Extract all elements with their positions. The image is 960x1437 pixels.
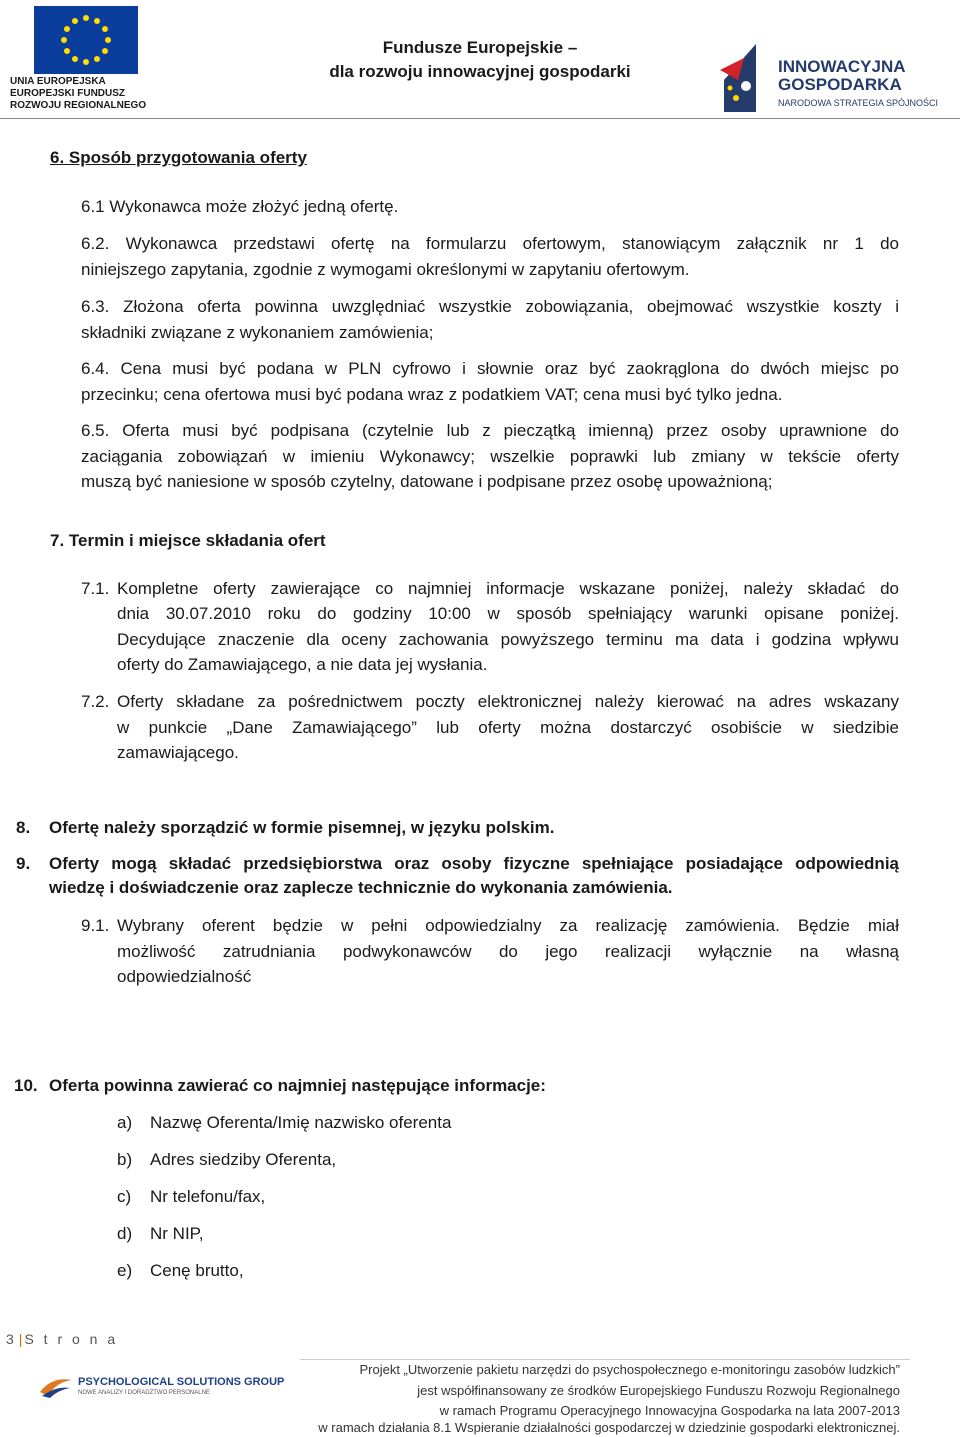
list-item: Nazwę Oferenta/Imię nazwisko oferenta	[150, 1113, 452, 1132]
section-6-4-line2: przecinku; cena ofertowa musi być podana wraz z podatkiem VAT; cena musi być tylko jedna.	[81, 385, 783, 404]
section-9-line1: Oferty mogą składać przedsiębiorstwa oraz osoby fizyczne spełniające posiadające odpowiednią	[49, 854, 899, 873]
eu-logo-line: UNIA EUROPEJSKA	[10, 76, 106, 87]
section-9-1-number: 9.1.	[81, 916, 110, 935]
footer-line: w ramach Programu Operacyjnego Innowacyjna Gospodarka na lata 2007-2013	[439, 1403, 900, 1418]
section-6-2-line2: niniejszego zapytania, zgodnie z wymogami określonymi w zapytaniu ofertowym.	[81, 260, 690, 279]
header-title	[300, 36, 660, 84]
footer-line: w ramach działania 8.1 Wspieranie działalności gospodarczej w dziedzinie gospodarki elektronicznej.	[318, 1420, 900, 1435]
ig-logo-subtitle: NARODOWA STRATEGIA SPÓJNOŚCI	[778, 98, 939, 108]
list-item-letter: d)	[117, 1224, 133, 1243]
section-7-2-line3: zamawiającego.	[117, 743, 239, 762]
ig-logo-line1: INNOWACYJNA	[778, 57, 906, 76]
section-7-1-line1: Kompletne oferty zawierające co najmniej informacje wskazane poniżej, należy składać do	[117, 579, 899, 598]
section-6-5-line3: muszą być naniesione w sposób czytelny, datowane i podpisane przez osobę upoważnioną;	[81, 472, 773, 491]
psychological-solutions-group-logo	[38, 1372, 285, 1402]
header-title-line2: dla rozwoju innowacyjnej gospodarki	[329, 62, 631, 81]
psg-mark-icon	[38, 1374, 74, 1400]
header-title-line1: Fundusze Europejskie –	[382, 38, 578, 57]
section-9-1-line3: odpowiedzialność	[117, 967, 252, 986]
footer-line: jest współfinansowany ze środków Europejskiego Funduszu Rozwoju Regionalnego	[417, 1383, 900, 1398]
section-9-line2: wiedzę i doświadczenie oraz zaplecze technicznie do wykonania zamówienia.	[49, 878, 673, 897]
section-7-2-line2: w punkcie „Dane Zamawiającego” lub oferty można dostarczyć osobiście w siedzibie	[117, 718, 899, 737]
list-item: Cenę brutto,	[150, 1261, 244, 1280]
section-7-1-line3: Decydujące znaczenie dla oceny zachowania powyższego terminu ma data i godzina wpływu	[117, 630, 899, 649]
section-6-3-line1: 6.3. Złożona oferta powinna uwzględniać wszystkie zobowiązania, obejmować wszystkie koszty i	[81, 297, 899, 316]
eu-logo-line: ROZWOJU REGIONALNEGO	[10, 100, 147, 111]
section-6-heading: 6. Sposób przygotowania oferty	[50, 148, 307, 167]
eu-logo-line: EUROPEJSKI FUNDUSZ	[10, 88, 126, 99]
ig-logo-text	[778, 58, 906, 94]
header-divider	[0, 118, 960, 119]
psg-logo-name: PSYCHOLOGICAL SOLUTIONS GROUP	[78, 1376, 285, 1388]
eu-logo	[4, 2, 152, 116]
section-7-heading: 7. Termin i miejsce składania ofert	[50, 531, 326, 550]
list-item: Nr telefonu/fax,	[150, 1187, 266, 1206]
list-item: Nr NIP,	[150, 1224, 204, 1243]
eu-logo-text	[10, 76, 156, 112]
list-item-letter: b)	[117, 1150, 133, 1169]
ig-logo-line2: GOSPODARKA	[778, 75, 902, 94]
section-6-2-line1: 6.2. Wykonawca przedstawi ofertę na formularzu ofertowym, stanowiącym załącznik nr 1 do	[81, 234, 899, 253]
section-6-3-line2: składniki związane z wykonaniem zamówienia;	[81, 323, 434, 342]
section-8-number: 8.	[16, 818, 31, 837]
section-9-number: 9.	[16, 854, 31, 873]
section-7-1-line4: oferty do Zamawiającego, a nie data jej wysłania.	[117, 655, 488, 674]
section-6-1: 6.1 Wykonawca może złożyć jedną ofertę.	[81, 197, 399, 216]
ig-mark-icon	[716, 40, 776, 116]
list-item-letter: c)	[117, 1187, 132, 1206]
section-6-4-line1: 6.4. Cena musi być podana w PLN cyfrowo i słownie oraz być zaokrąglona do dwóch miejsc po	[81, 359, 899, 378]
page-header	[0, 0, 960, 120]
section-9-1-line1: Wybrany oferent będzie w pełni odpowiedzialny za realizację zamówienia. Będzie miał	[117, 916, 899, 935]
list-item-letter: e)	[117, 1261, 133, 1280]
section-6-5-line2: zaciągania zobowiązań w imieniu Wykonawcy; wszelkie poprawki lub zmiany w tekście oferty	[81, 447, 899, 466]
page-number-value: 3	[6, 1331, 17, 1347]
page-number	[6, 1331, 118, 1347]
section-7-2-number: 7.2.	[81, 692, 110, 711]
section-8-text: Ofertę należy sporządzić w formie pisemnej, w języku polskim.	[49, 818, 555, 837]
innowacyjna-gospodarka-logo	[716, 40, 946, 116]
list-item-letter: a)	[117, 1113, 133, 1132]
section-7-2-line1: Oferty składane za pośrednictwem poczty elektronicznej należy kierować na adres wskazany	[117, 692, 899, 711]
psg-logo-tagline: NOWE ANALIZY I DORADZTWO PERSONALNE	[78, 1390, 210, 1396]
eu-flag-icon	[34, 6, 138, 74]
section-10-heading: Oferta powinna zawierać co najmniej następujące informacje:	[49, 1076, 546, 1095]
page-number-separator: |	[18, 1331, 23, 1347]
page-number-label: S t r o n a	[24, 1331, 119, 1347]
section-7-1-number: 7.1.	[81, 579, 110, 598]
footer-line: Projekt „Utworzenie pakietu narzędzi do psychospołecznego e-monitoringu zasobów ludzkich”	[359, 1362, 900, 1377]
footer-divider	[300, 1359, 910, 1360]
section-6-5-line1: 6.5. Oferta musi być podpisana (czytelnie lub z pieczątką imienną) przez osoby uprawnione do	[81, 421, 899, 440]
section-10-number: 10.	[14, 1076, 38, 1095]
list-item: Adres siedziby Oferenta,	[150, 1150, 337, 1169]
section-7-1-line2: dnia 30.07.2010 roku do godziny 10:00 w sposób spełniający warunki opisane poniżej.	[117, 604, 899, 623]
section-9-1-line2: możliwość zatrudniania podwykonawców do jego realizacji wyłącznie na własną	[117, 942, 899, 961]
